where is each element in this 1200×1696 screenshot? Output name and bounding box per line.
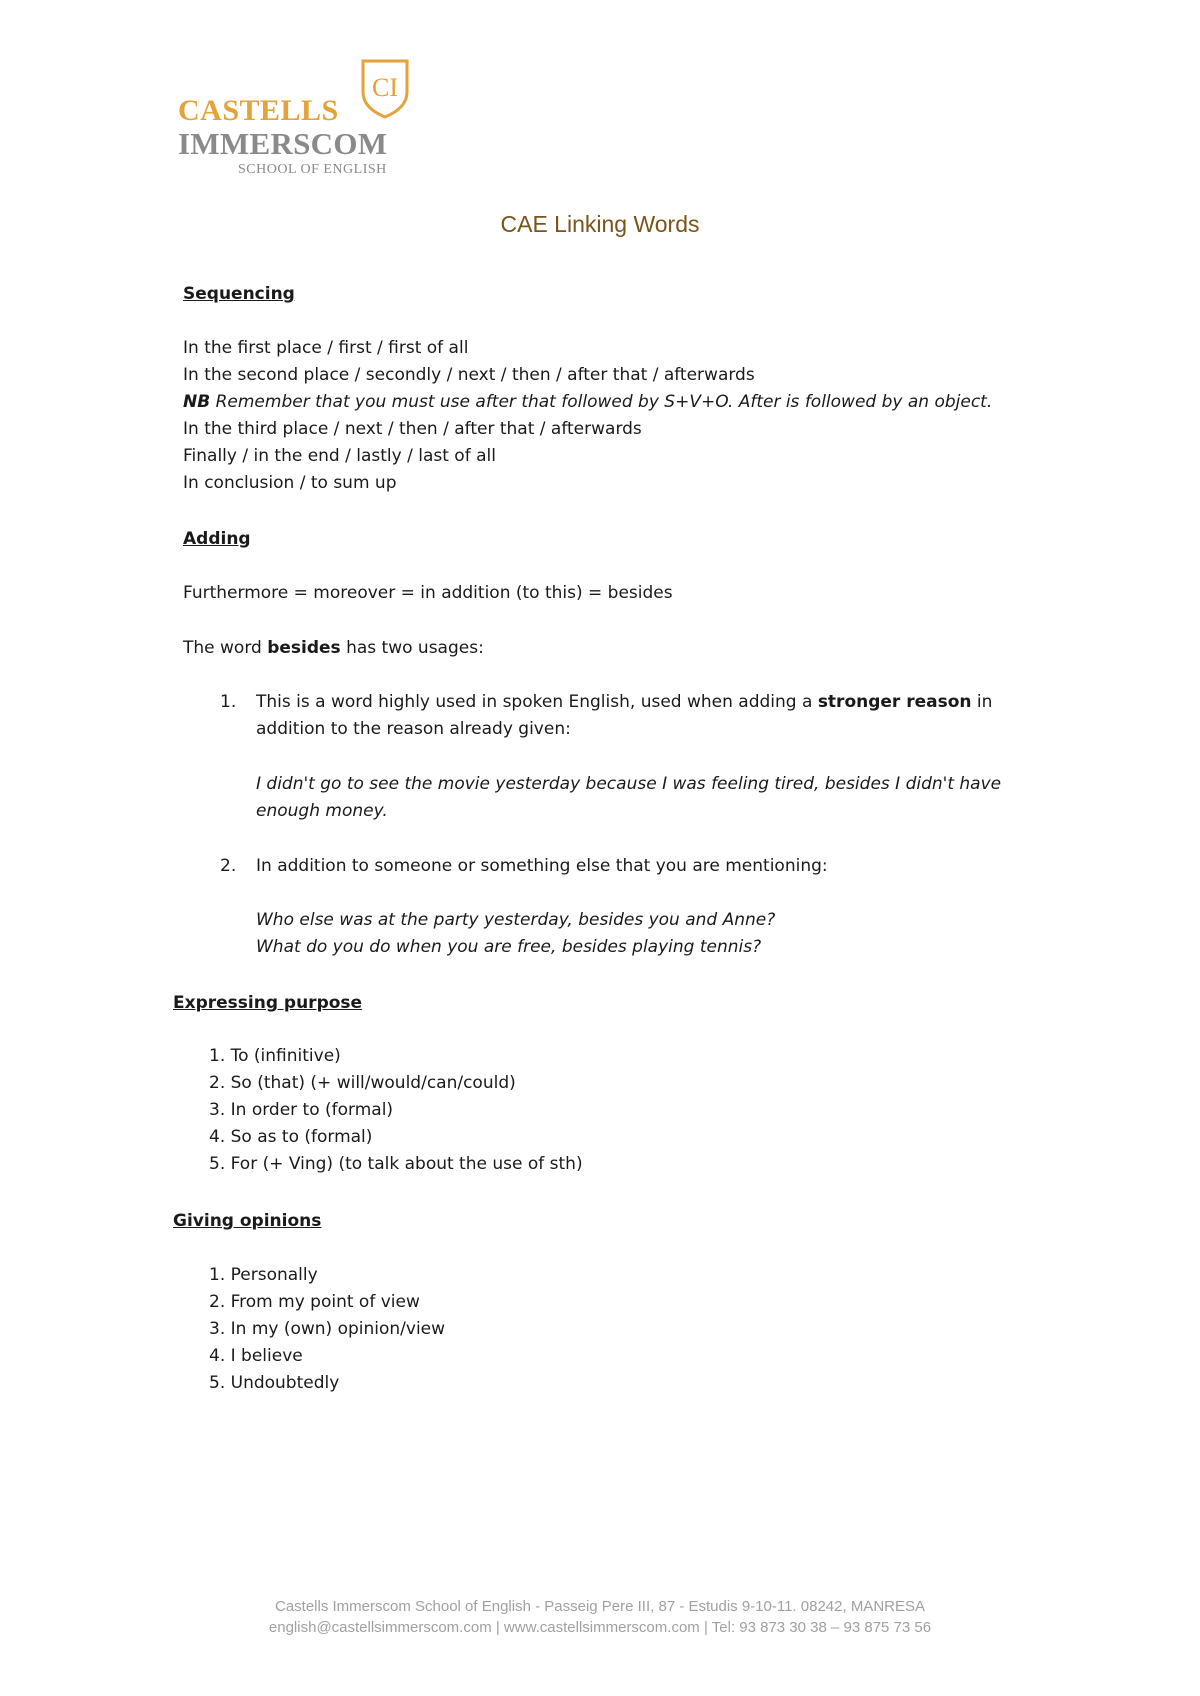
purpose-item: 3. In order to (formal) [209,1100,394,1120]
intro-text: has two usages: [340,638,484,658]
list-number: 1. [220,692,237,712]
purpose-item: 1. To (infinitive) [209,1046,341,1066]
adding-item-text [256,691,992,713]
opinions-item: 2. From my point of view [209,1292,420,1312]
nb-label: NB [183,392,211,412]
logo-monogram: CI [372,73,398,102]
opinions-item: 5. Undoubtedly [209,1373,340,1393]
purpose-item: 5. For (+ Ving) (to talk about the use of sth) [209,1154,583,1174]
footer-contact: english@castellsimmerscom.com | www.castellsimmerscom.com | Tel: 93 873 30 38 – 93 875 73 56 [268,1619,932,1636]
opinions-item: 4. I believe [209,1346,303,1366]
adding-heading: Adding [183,529,251,549]
adding-example: enough money. [256,801,388,821]
adding-item-text: In addition to someone or something else that you are mentioning: [256,856,828,876]
sequencing-heading: Sequencing [183,284,295,304]
school-logo [178,58,438,183]
sequencing-line: In conclusion / to sum up [183,473,397,493]
opinions-heading: Giving opinions [173,1211,322,1231]
shield-icon [360,58,410,120]
item-text: in [971,692,993,712]
adding-example: What do you do when you are free, besides playing tennis? [256,937,762,957]
item-bold-text: stronger reason [817,692,972,712]
footer-address: Castells Immerscom School of English - Passeig Pere III, 87 - Estudis 9-10-11. 08242, MANRESA [275,1598,925,1615]
opinions-item: 1. Personally [209,1265,318,1285]
adding-intro [183,637,484,659]
item-text: This is a word highly used in spoken English, used when adding a [256,692,818,712]
purpose-item: 2. So (that) (+ will/would/can/could) [209,1073,516,1093]
sequencing-line: Finally / in the end / lastly / last of all [183,446,496,466]
purpose-item: 4. So as to (formal) [209,1127,373,1147]
purpose-heading: Expressing purpose [173,993,363,1013]
sequencing-line: In the third place / next / then / after that / afterwards [183,419,642,439]
logo-immerscom-text: IMMERSCOM [178,126,388,161]
adding-example: Who else was at the party yesterday, besides you and Anne? [256,910,776,930]
nb-text: Remember that you must use after that followed by S+V+O. After is followed by an object. [210,392,993,412]
list-number: 2. [220,856,237,876]
sequencing-nb-note [183,391,992,413]
document-title: CAE Linking Words [500,211,700,237]
sequencing-line: In the second place / secondly / next / then / after that / afterwards [183,365,755,385]
adding-item-text: addition to the reason already given: [256,719,571,739]
intro-text: The word [183,638,268,658]
sequencing-line: In the first place / first / first of all [183,338,469,358]
opinions-item: 3. In my (own) opinion/view [209,1319,446,1339]
logo-school-text: SCHOOL OF ENGLISH [238,162,387,177]
logo-castells-text: CASTELLS [178,94,339,127]
adding-equivalents: Furthermore = moreover = in addition (to this) = besides [183,583,673,603]
adding-example: I didn't go to see the movie yesterday because I was feeling tired, besides I didn't have [256,774,1002,794]
intro-bold-word: besides [267,638,341,658]
